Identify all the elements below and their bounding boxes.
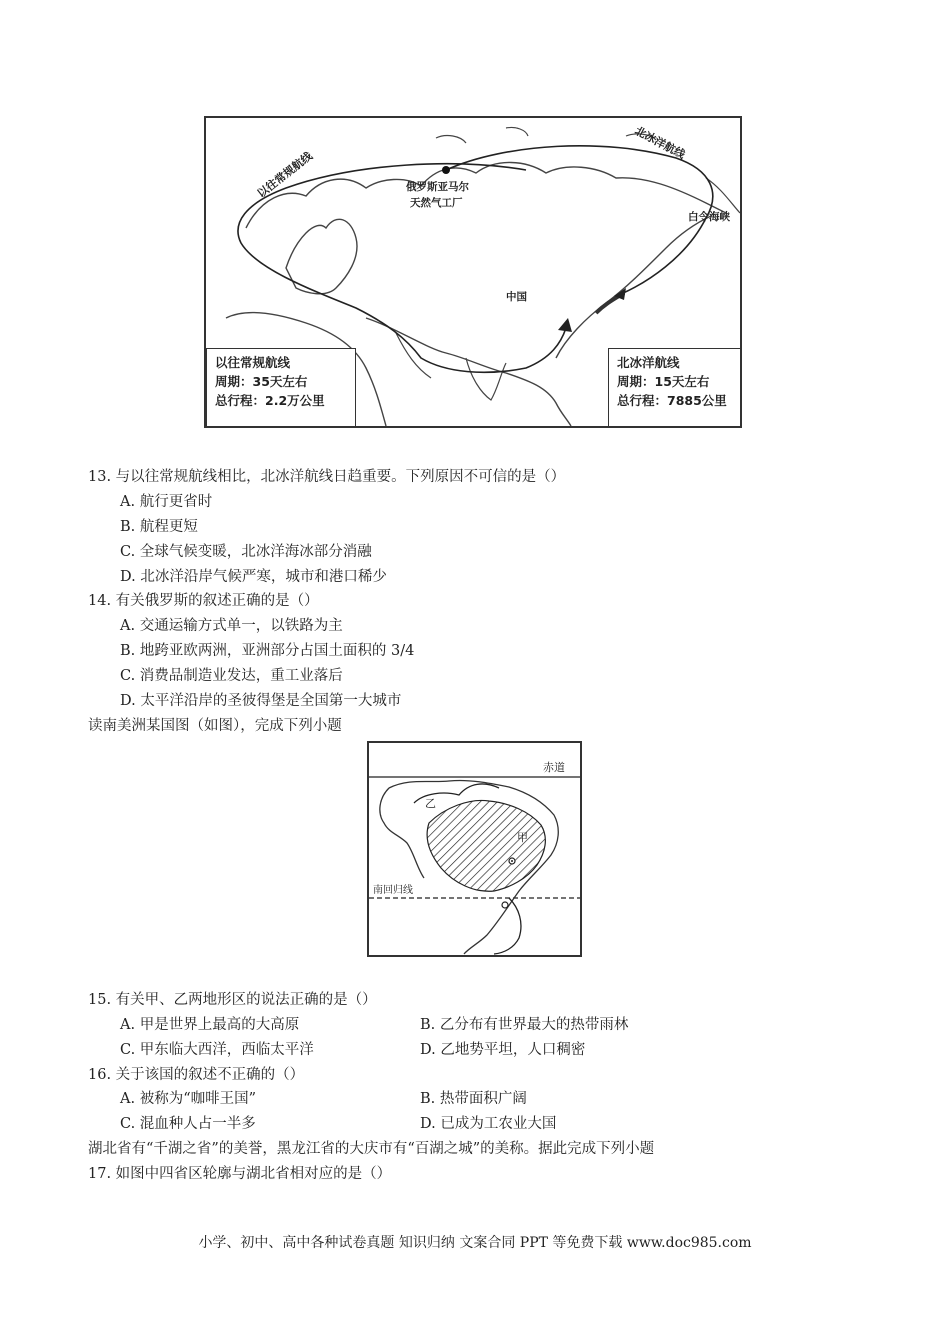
q13-option-a: A. 航行更省时	[120, 494, 213, 510]
q15-option-b: B. 乙分布有世界最大的热带雨林	[420, 1017, 629, 1033]
page-footer: 小学、初中、高中各种试卷真题 知识归纳 文案合同 PPT 等免费下载 www.doc985.com	[198, 1235, 752, 1251]
india-coastline	[466, 358, 506, 400]
south-america-intro: 读南美洲某国图（如图），完成下列小题	[88, 718, 342, 734]
brazil-map-drawing	[369, 743, 580, 955]
q14-stem: 14. 有关俄罗斯的叙述正确的是（）	[88, 593, 319, 609]
arctic-route-legend-distance: 总行程：7885公里	[617, 393, 727, 408]
q14-option-c: C. 消费品制造业发达，重工业落后	[120, 668, 343, 684]
old-route-label: 以往常规航线	[254, 149, 315, 201]
q15-option-c: C. 甲东临大西洋，西临太平洋	[120, 1042, 314, 1058]
q13-option-c: C. 全球气候变暖，北冰洋海冰部分消融	[120, 544, 372, 560]
q13-stem: 13. 与以往常规航线相比，北冰洋航线日趋重要。下列原因不可信的是（）	[88, 469, 566, 485]
arctic-route-line	[446, 146, 713, 294]
q14-option-d: D. 太平洋沿岸的圣彼得堡是全国第一大城市	[120, 693, 402, 709]
q14-option-a: A. 交通运输方式单一，以铁路为主	[120, 618, 343, 634]
old-route-legend-distance: 总行程：2.2万公里	[215, 393, 325, 408]
yamal-plant-marker	[442, 166, 450, 174]
tropic-label: 南回归线	[373, 885, 413, 896]
q13-option-b: B. 航程更短	[120, 519, 198, 535]
europe-coastline	[246, 162, 726, 228]
bering-strait-label: 白令海峡	[688, 211, 730, 223]
q16-stem: 16. 关于该国的叙述不正确的（）	[88, 1067, 305, 1083]
old-route-legend-period: 周期：35天左右	[215, 374, 308, 389]
arctic-route-legend	[608, 348, 742, 428]
city-marker	[502, 902, 508, 908]
brazil-map	[367, 741, 582, 957]
q15-option-d: D. 乙地势平坦，人口稠密	[420, 1042, 586, 1058]
q17-stem: 17. 如图中四省区轮廓与湖北省相对应的是（）	[88, 1166, 392, 1182]
q16-option-c: C. 混血种人占一半多	[120, 1116, 256, 1132]
q16-option-d: D. 已成为工农业大国	[420, 1116, 557, 1132]
capital-dot	[511, 860, 513, 862]
arctic-route-legend-period: 周期：15天左右	[617, 374, 710, 389]
east-asia-coastline	[556, 216, 711, 358]
old-route-arrow	[558, 318, 572, 332]
jia-label: 甲	[517, 831, 528, 844]
jia-plateau-area	[427, 800, 545, 891]
q15-stem: 15. 有关甲、乙两地形区的说法正确的是（）	[88, 992, 377, 1008]
yi-label: 乙	[425, 797, 436, 810]
equator-label: 赤道	[543, 761, 565, 774]
q14-option-b: B. 地跨亚欧两洲，亚洲部分占国土面积的 3/4	[120, 643, 415, 659]
arctic-route-map	[204, 116, 742, 428]
yamal-plant-label-line1: 俄罗斯亚马尔	[406, 181, 469, 193]
old-route-line	[238, 164, 566, 373]
china-label: 中国	[506, 291, 527, 303]
hubei-intro: 湖北省有“千湖之省”的美誉，黑龙江省的大庆市有“百湖之城”的美称。据此完成下列小题	[88, 1141, 655, 1157]
yamal-plant-label-line2: 天然气工厂	[410, 197, 463, 209]
q16-option-b: B. 热带面积广阔	[420, 1091, 527, 1107]
q16-option-a: A. 被称为“咖啡王国”	[120, 1091, 257, 1107]
old-route-legend-title: 以往常规航线	[215, 355, 291, 370]
q15-option-a: A. 甲是世界上最高的大高原	[120, 1017, 300, 1033]
arctic-islands	[436, 127, 656, 143]
old-route-legend	[206, 348, 356, 428]
arctic-route-legend-title: 北冰洋航线	[617, 355, 680, 370]
arctic-route-label: 北冰洋航线	[632, 124, 688, 162]
q13-option-d: D. 北冰洋沿岸气候严寒，城市和港口稀少	[120, 569, 387, 585]
